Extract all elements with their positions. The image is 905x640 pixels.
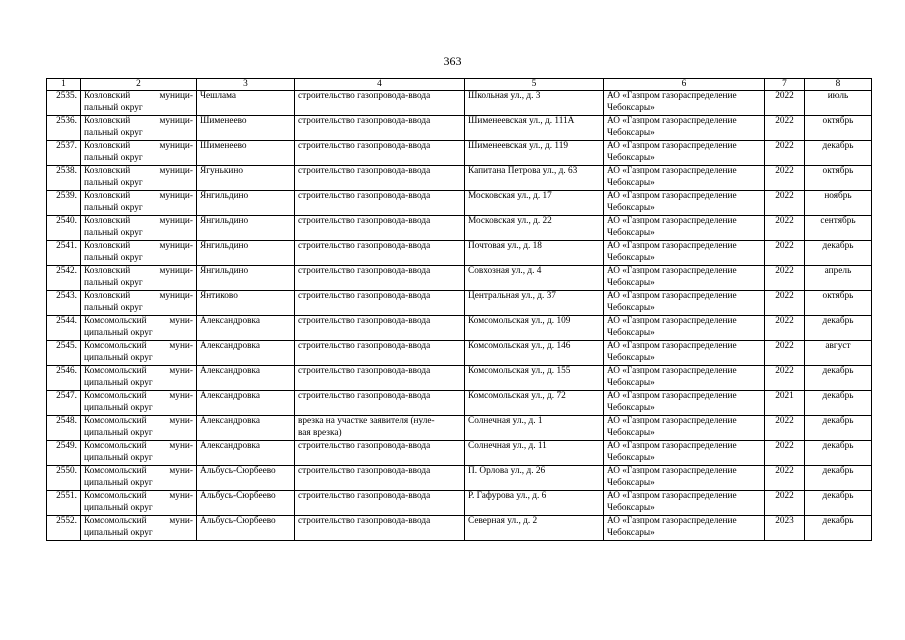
column-header: 6 bbox=[604, 79, 765, 91]
municipality-line: ципальный округ bbox=[84, 502, 153, 513]
column-header: 8 bbox=[805, 79, 872, 91]
address-cell: Почтовая ул., д. 18 bbox=[465, 241, 604, 266]
settlement-cell: Шименеево bbox=[197, 141, 295, 166]
settlement-cell: Александровка bbox=[197, 416, 295, 441]
work-type-line: строительство газопровода-ввода bbox=[298, 341, 431, 351]
row-number: 2543. bbox=[47, 291, 81, 316]
work-type-line: строительство газопровода-ввода bbox=[298, 116, 431, 126]
work-type-line: врезка на участке заявителя (нуле- bbox=[298, 416, 435, 426]
year-cell: 2022 bbox=[765, 91, 805, 116]
work-type-line: строительство газопровода-ввода bbox=[298, 316, 431, 326]
table-row bbox=[47, 391, 872, 416]
work-type-line: строительство газопровода-ввода bbox=[298, 241, 431, 251]
address-cell: Капитана Петрова ул., д. 63 bbox=[465, 166, 604, 191]
organization-line: АО «Газпром газораспределение bbox=[607, 316, 737, 326]
organization-line: Чебоксары» bbox=[607, 277, 655, 288]
organization-line: АО «Газпром газораспределение bbox=[607, 516, 737, 526]
row-number: 2551. bbox=[47, 491, 81, 516]
municipality-line: ципальный округ bbox=[84, 452, 153, 463]
organization-line: Чебоксары» bbox=[607, 177, 655, 188]
organization-cell bbox=[604, 341, 765, 366]
organization-line: АО «Газпром газораспределение bbox=[607, 416, 737, 426]
organization-line: АО «Газпром газораспределение bbox=[607, 491, 737, 501]
organization-cell bbox=[604, 216, 765, 241]
address-cell: Центральная ул., д. 37 bbox=[465, 291, 604, 316]
month-cell: декабрь bbox=[805, 316, 872, 341]
work-type-line: строительство газопровода-ввода bbox=[298, 141, 431, 151]
municipality-line: Козловский муници- bbox=[84, 216, 193, 226]
municipality-line: пальный округ bbox=[84, 202, 143, 213]
organization-cell bbox=[604, 291, 765, 316]
table-row bbox=[47, 366, 872, 391]
year-cell: 2022 bbox=[765, 241, 805, 266]
month-cell: декабрь bbox=[805, 391, 872, 416]
year-cell: 2022 bbox=[765, 216, 805, 241]
row-number: 2545. bbox=[47, 341, 81, 366]
organization-line: Чебоксары» bbox=[607, 227, 655, 238]
settlement-cell: Янгильдино bbox=[197, 241, 295, 266]
organization-line: АО «Газпром газораспределение bbox=[607, 91, 737, 101]
work-type-line: строительство газопровода-ввода bbox=[298, 191, 431, 201]
year-cell: 2022 bbox=[765, 166, 805, 191]
organization-line: Чебоксары» bbox=[607, 302, 655, 313]
work-type-cell bbox=[295, 141, 465, 166]
table-row bbox=[47, 141, 872, 166]
work-type-cell bbox=[295, 341, 465, 366]
month-cell: сентябрь bbox=[805, 216, 872, 241]
address-cell: Северная ул., д. 2 bbox=[465, 516, 604, 541]
municipality-cell bbox=[81, 216, 197, 241]
municipality-line: Козловский муници- bbox=[84, 291, 193, 301]
settlement-cell: Александровка bbox=[197, 441, 295, 466]
month-cell: апрель bbox=[805, 266, 872, 291]
month-cell: декабрь bbox=[805, 516, 872, 541]
organization-line: АО «Газпром газораспределение bbox=[607, 291, 737, 301]
address-cell: Шименеевская ул., д. 119 bbox=[465, 141, 604, 166]
year-cell: 2022 bbox=[765, 141, 805, 166]
column-header: 1 bbox=[47, 79, 81, 91]
settlement-cell: Александровка bbox=[197, 341, 295, 366]
row-number: 2552. bbox=[47, 516, 81, 541]
month-cell: октябрь bbox=[805, 166, 872, 191]
work-type-cell bbox=[295, 166, 465, 191]
month-cell: июль bbox=[805, 91, 872, 116]
organization-line: АО «Газпром газораспределение bbox=[607, 166, 737, 176]
work-type-cell bbox=[295, 191, 465, 216]
organization-line: Чебоксары» bbox=[607, 477, 655, 488]
month-cell: декабрь bbox=[805, 441, 872, 466]
municipality-cell bbox=[81, 441, 197, 466]
table-row bbox=[47, 166, 872, 191]
work-type-line: строительство газопровода-ввода bbox=[298, 516, 431, 526]
month-cell: декабрь bbox=[805, 141, 872, 166]
row-number: 2549. bbox=[47, 441, 81, 466]
work-type-cell bbox=[295, 291, 465, 316]
address-cell: П. Орлова ул., д. 26 bbox=[465, 466, 604, 491]
page-number: 363 bbox=[443, 54, 462, 68]
work-type-line: строительство газопровода-ввода bbox=[298, 291, 431, 301]
organization-line: Чебоксары» bbox=[607, 127, 655, 138]
table-row bbox=[47, 191, 872, 216]
municipality-line: Комсомольский муни- bbox=[84, 516, 193, 526]
organization-line: АО «Газпром газораспределение bbox=[607, 441, 737, 451]
municipality-line: ципальный округ bbox=[84, 352, 153, 363]
work-type-cell bbox=[295, 216, 465, 241]
address-cell: Школьная ул., д. 3 bbox=[465, 91, 604, 116]
year-cell: 2022 bbox=[765, 491, 805, 516]
municipality-line: Комсомольский муни- bbox=[84, 316, 193, 326]
month-cell: декабрь bbox=[805, 491, 872, 516]
header-row bbox=[47, 79, 872, 91]
work-type-line: строительство газопровода-ввода bbox=[298, 466, 431, 476]
organization-line: Чебоксары» bbox=[607, 202, 655, 213]
address-cell: Р. Гафурова ул., д. 6 bbox=[465, 491, 604, 516]
settlement-cell: Александровка bbox=[197, 366, 295, 391]
column-header: 4 bbox=[295, 79, 465, 91]
address-cell: Совхозная ул., д. 4 bbox=[465, 266, 604, 291]
year-cell: 2022 bbox=[765, 466, 805, 491]
municipality-line: ципальный округ bbox=[84, 477, 153, 488]
organization-cell bbox=[604, 191, 765, 216]
municipality-line: Комсомольский муни- bbox=[84, 341, 193, 351]
municipality-line: Комсомольский муни- bbox=[84, 366, 193, 376]
work-type-line: строительство газопровода-ввода bbox=[298, 91, 431, 101]
table-row bbox=[47, 116, 872, 141]
row-number: 2544. bbox=[47, 316, 81, 341]
municipality-cell bbox=[81, 516, 197, 541]
municipality-line: пальный округ bbox=[84, 177, 143, 188]
municipality-line: Козловский муници- bbox=[84, 141, 193, 151]
municipality-line: ципальный округ bbox=[84, 527, 153, 538]
organization-line: Чебоксары» bbox=[607, 527, 655, 538]
year-cell: 2022 bbox=[765, 116, 805, 141]
row-number: 2547. bbox=[47, 391, 81, 416]
organization-cell bbox=[604, 516, 765, 541]
table-row bbox=[47, 291, 872, 316]
organization-line: Чебоксары» bbox=[607, 502, 655, 513]
organization-line: Чебоксары» bbox=[607, 402, 655, 413]
organization-line: Чебоксары» bbox=[607, 352, 655, 363]
organization-line: АО «Газпром газораспределение bbox=[607, 366, 737, 376]
municipality-line: ципальный округ bbox=[84, 402, 153, 413]
address-cell: Солнечная ул., д. 1 bbox=[465, 416, 604, 441]
municipality-line: пальный округ bbox=[84, 302, 143, 313]
work-type-cell bbox=[295, 266, 465, 291]
municipality-line: Козловский муници- bbox=[84, 166, 193, 176]
organization-line: АО «Газпром газораспределение bbox=[607, 266, 737, 276]
column-header: 7 bbox=[765, 79, 805, 91]
municipality-line: пальный округ bbox=[84, 102, 143, 113]
organization-line: АО «Газпром газораспределение bbox=[607, 216, 737, 226]
column-header: 2 bbox=[81, 79, 197, 91]
municipality-line: Комсомольский муни- bbox=[84, 416, 193, 426]
organization-cell bbox=[604, 416, 765, 441]
municipality-line: Козловский муници- bbox=[84, 91, 193, 101]
organization-cell bbox=[604, 166, 765, 191]
municipality-line: пальный округ bbox=[84, 227, 143, 238]
settlement-cell: Янтиково bbox=[197, 291, 295, 316]
year-cell: 2023 bbox=[765, 516, 805, 541]
row-number: 2541. bbox=[47, 241, 81, 266]
settlement-cell: Шименеево bbox=[197, 116, 295, 141]
organization-line: АО «Газпром газораспределение bbox=[607, 466, 737, 476]
row-number: 2538. bbox=[47, 166, 81, 191]
table-row bbox=[47, 241, 872, 266]
municipality-cell bbox=[81, 141, 197, 166]
work-type-line: строительство газопровода-ввода bbox=[298, 166, 431, 176]
table-row bbox=[47, 416, 872, 441]
organization-line: Чебоксары» bbox=[607, 327, 655, 338]
municipality-line: пальный округ bbox=[84, 127, 143, 138]
address-cell: Комсомольская ул., д. 72 bbox=[465, 391, 604, 416]
organization-cell bbox=[604, 316, 765, 341]
address-cell: Комсомольская ул., д. 155 bbox=[465, 366, 604, 391]
month-cell: декабрь bbox=[805, 366, 872, 391]
municipality-cell bbox=[81, 91, 197, 116]
settlement-cell: Альбусь-Сюрбеево bbox=[197, 491, 295, 516]
organization-line: АО «Газпром газораспределение bbox=[607, 391, 737, 401]
organization-line: АО «Газпром газораспределение bbox=[607, 191, 737, 201]
organization-line: Чебоксары» bbox=[607, 252, 655, 263]
table-row bbox=[47, 441, 872, 466]
organization-cell bbox=[604, 91, 765, 116]
table-row bbox=[47, 466, 872, 491]
month-cell: декабрь bbox=[805, 416, 872, 441]
municipality-line: Комсомольский муни- bbox=[84, 466, 193, 476]
organization-line: АО «Газпром газораспределение bbox=[607, 241, 737, 251]
organization-line: Чебоксары» bbox=[607, 152, 655, 163]
gasification-table bbox=[46, 78, 872, 541]
municipality-cell bbox=[81, 241, 197, 266]
row-number: 2536. bbox=[47, 116, 81, 141]
municipality-cell bbox=[81, 491, 197, 516]
work-type-cell bbox=[295, 466, 465, 491]
row-number: 2548. bbox=[47, 416, 81, 441]
work-type-cell bbox=[295, 491, 465, 516]
work-type-line: вая врезка) bbox=[298, 427, 342, 438]
year-cell: 2021 bbox=[765, 391, 805, 416]
organization-cell bbox=[604, 116, 765, 141]
work-type-cell bbox=[295, 91, 465, 116]
table-row bbox=[47, 216, 872, 241]
row-number: 2535. bbox=[47, 91, 81, 116]
table-row bbox=[47, 266, 872, 291]
work-type-cell bbox=[295, 416, 465, 441]
table-row bbox=[47, 491, 872, 516]
work-type-line: строительство газопровода-ввода bbox=[298, 441, 431, 451]
municipality-line: Комсомольский муни- bbox=[84, 391, 193, 401]
municipality-line: ципальный округ bbox=[84, 427, 153, 438]
work-type-cell bbox=[295, 441, 465, 466]
table-row bbox=[47, 316, 872, 341]
work-type-line: строительство газопровода-ввода bbox=[298, 391, 431, 401]
organization-line: АО «Газпром газораспределение bbox=[607, 141, 737, 151]
work-type-cell bbox=[295, 116, 465, 141]
organization-cell bbox=[604, 266, 765, 291]
organization-cell bbox=[604, 366, 765, 391]
work-type-cell bbox=[295, 241, 465, 266]
municipality-line: Козловский муници- bbox=[84, 191, 193, 201]
municipality-line: Козловский муници- bbox=[84, 116, 193, 126]
address-cell: Солнечная ул., д. 11 bbox=[465, 441, 604, 466]
organization-line: АО «Газпром газораспределение bbox=[607, 341, 737, 351]
municipality-cell bbox=[81, 391, 197, 416]
month-cell: октябрь bbox=[805, 291, 872, 316]
municipality-cell bbox=[81, 466, 197, 491]
organization-cell bbox=[604, 441, 765, 466]
year-cell: 2022 bbox=[765, 316, 805, 341]
settlement-cell: Александровка bbox=[197, 391, 295, 416]
row-number: 2537. bbox=[47, 141, 81, 166]
column-header: 5 bbox=[465, 79, 604, 91]
work-type-line: строительство газопровода-ввода bbox=[298, 266, 431, 276]
municipality-cell bbox=[81, 191, 197, 216]
organization-line: Чебоксары» bbox=[607, 427, 655, 438]
row-number: 2550. bbox=[47, 466, 81, 491]
month-cell: декабрь bbox=[805, 241, 872, 266]
municipality-cell bbox=[81, 341, 197, 366]
municipality-cell bbox=[81, 116, 197, 141]
address-cell: Комсомольская ул., д. 109 bbox=[465, 316, 604, 341]
table-body bbox=[47, 91, 872, 541]
work-type-line: строительство газопровода-ввода bbox=[298, 216, 431, 226]
settlement-cell: Чешлама bbox=[197, 91, 295, 116]
municipality-cell bbox=[81, 416, 197, 441]
organization-cell bbox=[604, 391, 765, 416]
row-number: 2546. bbox=[47, 366, 81, 391]
month-cell: август bbox=[805, 341, 872, 366]
settlement-cell: Альбусь-Сюрбеево bbox=[197, 466, 295, 491]
organization-cell bbox=[604, 241, 765, 266]
organization-cell bbox=[604, 491, 765, 516]
organization-cell bbox=[604, 466, 765, 491]
municipality-cell bbox=[81, 166, 197, 191]
address-cell: Московская ул., д. 17 bbox=[465, 191, 604, 216]
year-cell: 2022 bbox=[765, 291, 805, 316]
row-number: 2542. bbox=[47, 266, 81, 291]
address-cell: Шименеевская ул., д. 111А bbox=[465, 116, 604, 141]
month-cell: ноябрь bbox=[805, 191, 872, 216]
year-cell: 2022 bbox=[765, 341, 805, 366]
work-type-cell bbox=[295, 516, 465, 541]
organization-line: Чебоксары» bbox=[607, 102, 655, 113]
month-cell: декабрь bbox=[805, 466, 872, 491]
table-row bbox=[47, 91, 872, 116]
address-cell: Московская ул., д. 22 bbox=[465, 216, 604, 241]
year-cell: 2022 bbox=[765, 266, 805, 291]
municipality-line: Комсомольский муни- bbox=[84, 441, 193, 451]
municipality-line: пальный округ bbox=[84, 277, 143, 288]
year-cell: 2022 bbox=[765, 441, 805, 466]
month-cell: октябрь bbox=[805, 116, 872, 141]
work-type-cell bbox=[295, 366, 465, 391]
municipality-cell bbox=[81, 366, 197, 391]
table-row bbox=[47, 341, 872, 366]
column-header: 3 bbox=[197, 79, 295, 91]
municipality-line: пальный округ bbox=[84, 252, 143, 263]
settlement-cell: Янгильдино bbox=[197, 216, 295, 241]
municipality-line: ципальный округ bbox=[84, 327, 153, 338]
year-cell: 2022 bbox=[765, 191, 805, 216]
row-number: 2540. bbox=[47, 216, 81, 241]
settlement-cell: Янгильдино bbox=[197, 266, 295, 291]
settlement-cell: Александровка bbox=[197, 316, 295, 341]
settlement-cell: Янгильдино bbox=[197, 191, 295, 216]
year-cell: 2022 bbox=[765, 366, 805, 391]
municipality-cell bbox=[81, 316, 197, 341]
work-type-cell bbox=[295, 316, 465, 341]
row-number: 2539. bbox=[47, 191, 81, 216]
work-type-line: строительство газопровода-ввода bbox=[298, 366, 431, 376]
work-type-cell bbox=[295, 391, 465, 416]
organization-line: Чебоксары» bbox=[607, 377, 655, 388]
organization-line: Чебоксары» bbox=[607, 452, 655, 463]
year-cell: 2022 bbox=[765, 416, 805, 441]
municipality-cell bbox=[81, 266, 197, 291]
settlement-cell: Ягунькино bbox=[197, 166, 295, 191]
settlement-cell: Альбусь-Сюрбеево bbox=[197, 516, 295, 541]
municipality-line: пальный округ bbox=[84, 152, 143, 163]
organization-cell bbox=[604, 141, 765, 166]
municipality-line: Комсомольский муни- bbox=[84, 491, 193, 501]
municipality-line: Козловский муници- bbox=[84, 266, 193, 276]
organization-line: АО «Газпром газораспределение bbox=[607, 116, 737, 126]
work-type-line: строительство газопровода-ввода bbox=[298, 491, 431, 501]
address-cell: Комсомольская ул., д. 146 bbox=[465, 341, 604, 366]
municipality-line: Козловский муници- bbox=[84, 241, 193, 251]
municipality-cell bbox=[81, 291, 197, 316]
table-row bbox=[47, 516, 872, 541]
municipality-line: ципальный округ bbox=[84, 377, 153, 388]
